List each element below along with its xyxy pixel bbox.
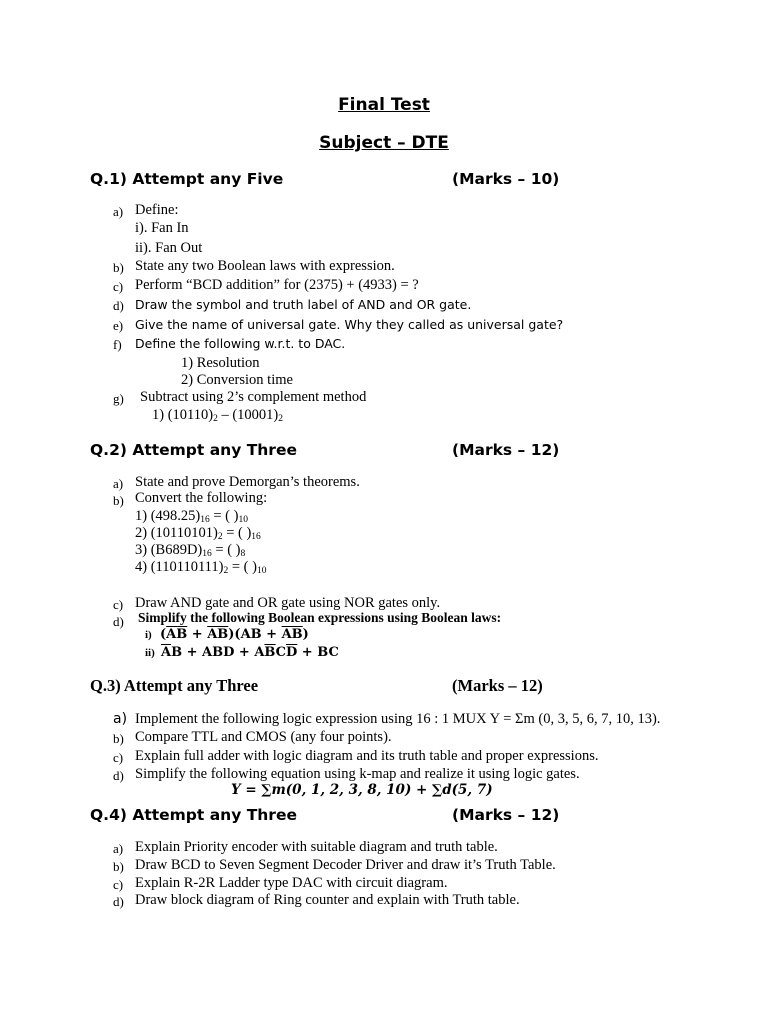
q3-a-text: Implement the following logic expression using 16 : 1 MUX Y = Σm (0, 3, 5, 6, 7, 10, 13). [135, 711, 661, 727]
q1-b-label: b) [113, 260, 124, 275]
q2-a-label: a) [113, 476, 124, 491]
q3-b-text: Compare TTL and CMOS (any four points). [135, 729, 392, 745]
q4-c-text: Explain R-2R Ladder type DAC with circuit diagram. [135, 875, 448, 891]
q2-d-ii-label: ii) [145, 647, 155, 659]
q1-g-1: 1) $(10110)_2 - (10001)_2$ [152, 407, 283, 424]
q1-c-label: c) [113, 279, 124, 294]
q2-marks: (Marks – 12) [452, 441, 560, 459]
q2-b-4: 4) $(110110111)_2$ = ( )$_{10}$ [135, 559, 267, 576]
q3-d-label: d) [113, 768, 124, 783]
q2-d-label: d) [113, 614, 124, 629]
q2-b-1: 1) $(498.25)_{16}$ = ( )$_{10}$ [135, 508, 248, 525]
q1-g-label: g) [113, 391, 124, 406]
q1-e-text: Give the name of universal gate. Why they called as universal gate? [135, 317, 564, 332]
q3-a-label: a) [113, 711, 128, 727]
q1-f-text: Define the following w.r.t. to DAC. [135, 336, 346, 351]
q4-d-label: d) [113, 894, 124, 909]
q4-b-label: b) [113, 859, 124, 874]
q1-b-text: State any two Boolean laws with expression. [135, 258, 395, 274]
q4-marks: (Marks – 12) [452, 806, 560, 824]
q2-d-text: Simplify the following Boolean expressions using Boolean laws: [138, 610, 502, 625]
q2-a-text: State and prove Demorgan’s theorems. [135, 474, 360, 490]
q2-b-label: b) [113, 493, 124, 508]
q1-d-label: d) [113, 298, 124, 313]
q4-d-text: Draw block diagram of Ring counter and explain with Truth table. [135, 892, 520, 908]
q4-heading: Q.4) Attempt any Three [90, 806, 297, 824]
q1-marks: (Marks – 10) [452, 170, 560, 188]
q2-d-i-label: i) [145, 629, 152, 641]
q2-c-label: c) [113, 597, 124, 612]
q1-a-text: Define: [135, 202, 179, 218]
q1-a-ii: ii). Fan Out [135, 240, 203, 256]
q2-b-text: Convert the following: [135, 490, 268, 506]
q3-d-equation: Y = ∑m(0, 1, 2, 3, 8, 10) + ∑d(5, 7) [231, 782, 493, 798]
q4-c-label: c) [113, 877, 124, 892]
q2-b-2: 2) $(10110101)_2$ = ( )$_{16}$ [135, 525, 261, 542]
q1-d-text: Draw the symbol and truth label of AND and OR gate. [135, 297, 472, 312]
q1-g-text: Subtract using 2’s complement method [140, 389, 367, 405]
q3-d-text: Simplify the following equation using k-map and realize it using logic gates. [135, 766, 580, 782]
q3-b-label: b) [113, 731, 124, 746]
q4-a-label: a) [113, 841, 124, 856]
q1-a-i: i). Fan In [135, 220, 189, 236]
q1-f-label: f) [113, 337, 122, 352]
q1-f-2: 2) Conversion time [181, 372, 293, 388]
q2-b-3: 3) $(B689D)_{16}$ = ( )$_8$ [135, 542, 246, 559]
q2-c-text: Draw AND gate and OR gate using NOR gates only. [135, 595, 441, 611]
q2-heading: Q.2) Attempt any Three [90, 441, 297, 459]
q1-e-label: e) [113, 318, 124, 333]
q2-d-i-expr: $(\overline{AB} + \overline{AB})(AB + \overline{AB})$ [160, 627, 309, 642]
q2-d-ii-expr: $\overline{A}B$ + ABD + $A\overline{B}C\overline{D}$ + BC [161, 645, 339, 660]
page-title: Final Test [338, 95, 430, 115]
q3-c-label: c) [113, 750, 124, 765]
q1-heading: Q.1) Attempt any Five [90, 170, 284, 188]
q3-heading: Q.3) Attempt any Three [90, 676, 259, 695]
q3-c-text: Explain full adder with logic diagram and its truth table and proper expressions. [135, 748, 599, 764]
q1-a-label: a) [113, 204, 124, 219]
subject-title: Subject – DTE [319, 133, 449, 153]
q1-f-1: 1) Resolution [181, 355, 260, 371]
q4-b-text: Draw BCD to Seven Segment Decoder Driver and draw it’s Truth Table. [135, 857, 556, 873]
q3-marks: (Marks – 12) [452, 676, 543, 695]
q4-a-text: Explain Priority encoder with suitable diagram and truth table. [135, 839, 498, 855]
q1-c-text: Perform “BCD addition” for (2375) + (4933) = ? [135, 277, 419, 293]
